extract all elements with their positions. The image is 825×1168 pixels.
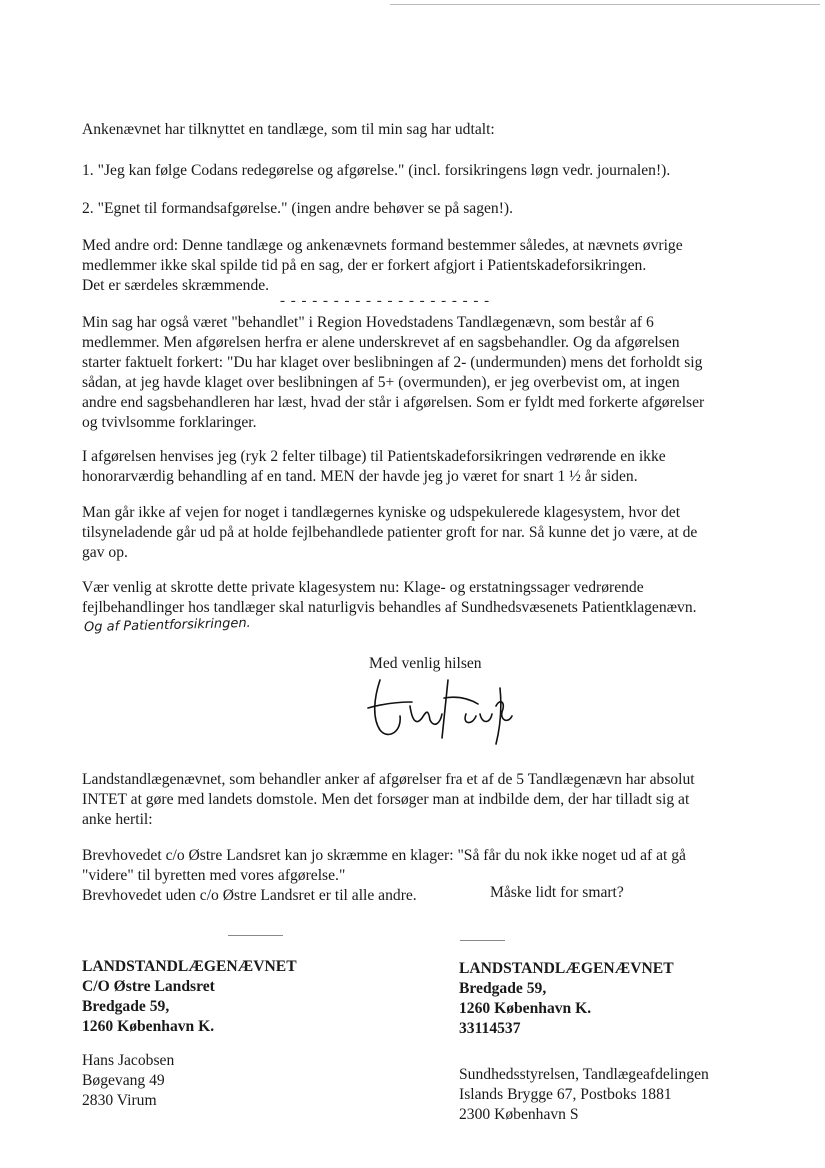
scan-mark-right [460, 940, 505, 941]
handwritten-note: Og af Patientforsikringen. [83, 615, 251, 636]
paragraph-5: Min sag har også været "behandlet" i Region Hovedstadens Tandlægenævn, som består af 6 medlemmer. Men afgørelsen herfra er alene underskrevet af en sagsbehandler. Og da afgørelsen starter faktuelt forkert: "Du har klaget over beslibningen af 2- (undermunden) mens det forholdt sig sådan, at jeg havde klaget over beslibningen af 5+ (overmunden), er jeg overbevist om, at ingen andre end sagsbehandleren har læst, hvad der står i afgørelsen. Som er fyldt med forkerte afgørelser og tvivlsomme forklaringer. [82, 314, 705, 431]
scan-mark-left [228, 935, 283, 936]
paragraph-10: Brevhovedet c/o Østre Landsret kan jo skræmme en klager: "Så får du nok ikke noget ud af at gå "videre" til byretten med vores afgørelse." Brevhovedet uden c/o Østre Landsret er til alle andre. [82, 847, 686, 904]
paragraph-2: 1. "Jeg kan følge Codans redegørelse og afgørelse." (incl. forsikringens løgn vedr. journalen!). [82, 162, 671, 179]
greeting: Med venlig hilsen [369, 655, 482, 672]
paragraph-4: Med andre ord: Denne tandlæge og ankenævnets formand bestemmer således, at nævnets øvrige medlemmer ikke skal spilde tid på en sag, der er forkert afgjort i Patientskadeforsikringen. Det er særdeles skræmmende. [82, 237, 683, 294]
separator: - - - - - - - - - - - - - - - - - - - - [280, 293, 491, 309]
handwritten-signature [350, 668, 520, 750]
paragraph-9: Landstandlægenævnet, som behandler anker af afgørelser fra et af de 5 Tandlægenævn har absolut INTET at gøre med landets domstole. Men det forsøger man at indbilde dem, der har tilladt sig at anke hertil: [82, 771, 695, 828]
letterhead-right: LANDSTANDLÆGENÆVNET Bredgade 59, 1260 København K. 33114537 [459, 960, 674, 1037]
paragraph-7: Man går ikke af vejen for noget i tandlægernes kyniske og udspekulerede klagesystem, hvor det tilsyneladende går ud på at holde fejlbehandlede patienter groft for nar. Så kunne det jo være, at de gav op. [82, 504, 698, 561]
paragraph-6: I afgørelsen henvises jeg (ryk 2 felter tilbage) til Patientskadeforsikringen vedrørende en ikke honorarværdig behandling af en tand. MEN der havde jeg jo været for snart 1 ½ år siden. [82, 448, 666, 485]
aside-remark: Måske lidt for smart? [490, 884, 624, 901]
paragraph-1: Ankenævnet har tilknyttet en tandlæge, som til min sag har udtalt: [82, 121, 495, 138]
paragraph-8: Vær venlig at skrotte dette private klagesystem nu: Klage- og erstatningssager vedrørende fejlbehandlinger hos tandlæger skal naturligvis behandles af Sundhedsvæsenets Patientklagenævn. [82, 579, 697, 616]
scan-edge-top [390, 4, 820, 5]
recipient-address: Sundhedsstyrelsen, Tandlægeafdelingen Islands Brygge 67, Postboks 1881 2300 København S [459, 1066, 709, 1123]
paragraph-3: 2. "Egnet til formandsafgørelse." (ingen andre behøver se på sagen!). [82, 200, 514, 217]
sender-address: Hans Jacobsen Bøgevang 49 2830 Virum [82, 1052, 175, 1109]
letterhead-left: LANDSTANDLÆGENÆVNET C/O Østre Landsret Bredgade 59, 1260 København K. [82, 958, 297, 1035]
